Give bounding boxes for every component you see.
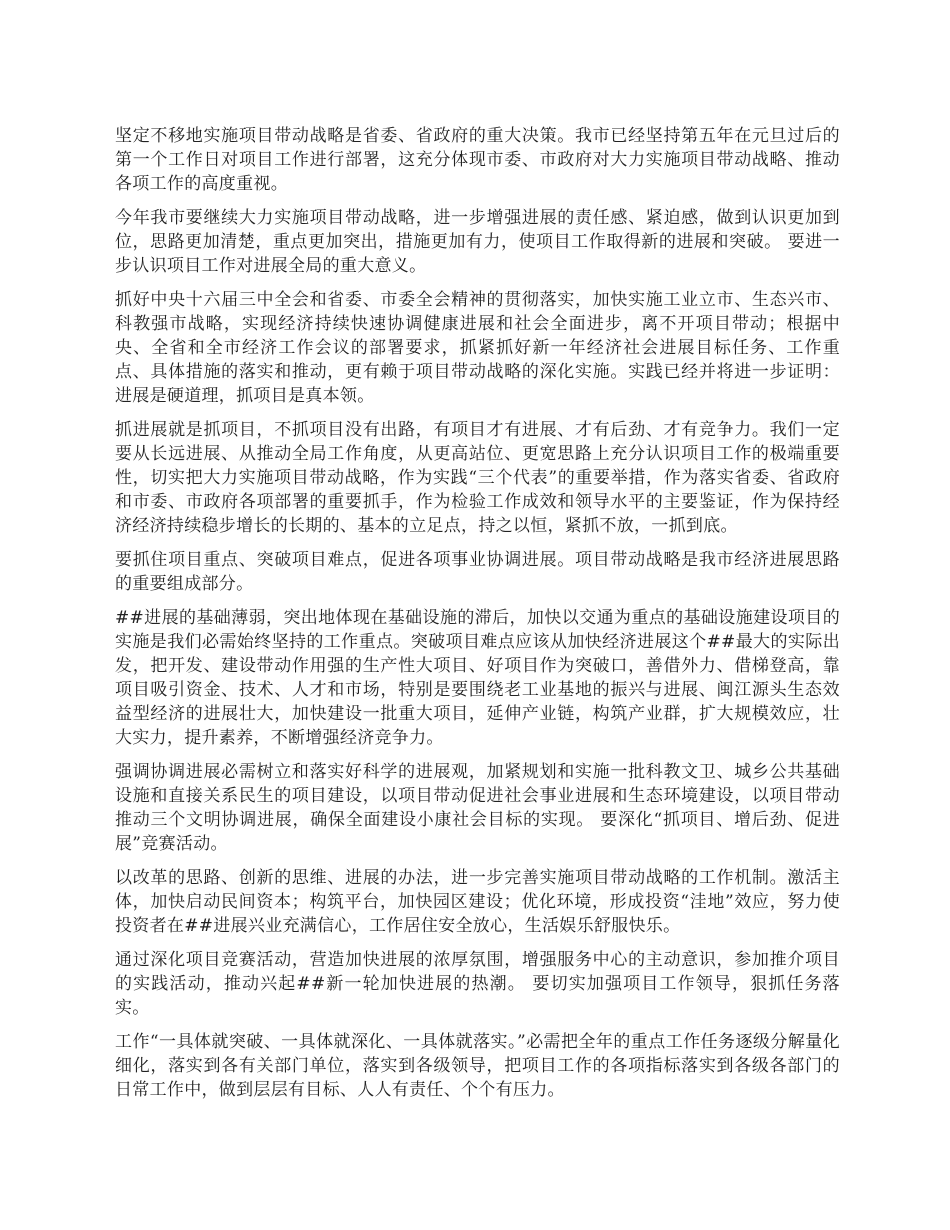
document-body bbox=[115, 124, 840, 1112]
paragraph-2: 今年我市要继续大力实施项目带动战略，进一步增强进展的责任感、紧迫感，做到认识更加到位，思路更加清楚，重点更加突出，措施更加有力，使项目工作取得新的进展和突破。 要进一步认识项目工作对进展全局的重大意义。 bbox=[115, 208, 840, 276]
paragraph-7: 强调协调进展必需树立和落实好科学的进展观，加紧规划和实施一批科教文卫、城乡公共基础设施和直接关系民生的项目建设，以项目带动促进社会事业进展和生态环境建设，以项目带动推动三个文明协调进展，确保全面建设小康社会目标的实现。 要深化“抓项目、增后劲、促进展”竞赛活动。 bbox=[115, 762, 840, 854]
paragraph-4: 抓进展就是抓项目，不抓项目没有出路，有项目才有进展、才有后劲、才有竞争力。我们一定要从长远进展、从推动全局工作角度，从更高站位、更宽思路上充分认识项目工作的极端重要性，切实把大力实施项目带动战略，作为实践“三个代表”的重要举措，作为落实省委、省政府和市委、市政府各项部署的重要抓手，作为检验工作成效和领导水平的主要鉴证，作为保持经济经济持续稳步增长的长期的、基本的立足点，持之以恒，紧抓不放，一抓到底。 bbox=[115, 420, 840, 536]
paragraph-8: 以改革的思路、创新的思维、进展的办法，进一步完善实施项目带动战略的工作机制。激活主体，加快启动民间资本；构筑平台，加快园区建设；优化环境，形成投资“洼地”效应，努力使投资者在##进展兴业充满信心，工作居住安全放心，生活娱乐舒服快乐。 bbox=[115, 868, 840, 936]
paragraph-5: 要抓住项目重点、突破项目难点，促进各项事业协调进展。项目带动战略是我市经济进展思路的重要组成部分。 bbox=[115, 550, 840, 594]
paragraph-6: ##进展的基础薄弱，突出地体现在基础设施的滞后，加快以交通为重点的基础设施建设项目的实施是我们必需始终坚持的工作重点。突破项目难点应该从加快经济进展这个##最大的实际出发，把开发、建设带动作用强的生产性大项目、好项目作为突破口，善借外力、借梯登高，靠项目吸引资金、技术、人才和市场，特别是要围绕老工业基地的振兴与进展、闽江源头生态效益型经济的进展壮大，加快建设一批重大项目，延伸产业链，构筑产业群，扩大规模效应，壮大实力，提升素养，不断增强经济竞争力。 bbox=[115, 608, 840, 748]
paragraph-10: 工作“一具体就突破、一具体就深化、一具体就落实。”必需把全年的重点工作任务逐级分解量化细化，落实到各有关部门单位，落实到各级领导，把项目工作的各项指标落实到各级各部门的日常工作中，做到层层有目标、人人有责任、个个有压力。 bbox=[115, 1032, 840, 1100]
paragraph-9: 通过深化项目竞赛活动，营造加快进展的浓厚氛围，增强服务中心的主动意识，参加推介项目的实践活动，推动兴起##新一轮加快进展的热潮。 要切实加强项目工作领导，狠抓任务落实。 bbox=[115, 950, 840, 1018]
paragraph-1: 坚定不移地实施项目带动战略是省委、省政府的重大决策。我市已经坚持第五年在元旦过后的第一个工作日对项目工作进行部署，这充分体现市委、市政府对大力实施项目带动战略、推动各项工作的高度重视。 bbox=[115, 126, 840, 194]
paragraph-3: 抓好中央十六届三中全会和省委、市委全会精神的贯彻落实，加快实施工业立市、生态兴市、科教强市战略，实现经济持续快速协调健康进展和社会全面进步，离不开项目带动；根据中央、全省和全市经济工作会议的部署要求，抓紧抓好新一年经济社会进展目标任务、工作重点、具体措施的落实和推动，更有赖于项目带动战略的深化实施。实践已经并将进一步证明：进展是硬道理，抓项目是真本领。 bbox=[115, 290, 840, 406]
